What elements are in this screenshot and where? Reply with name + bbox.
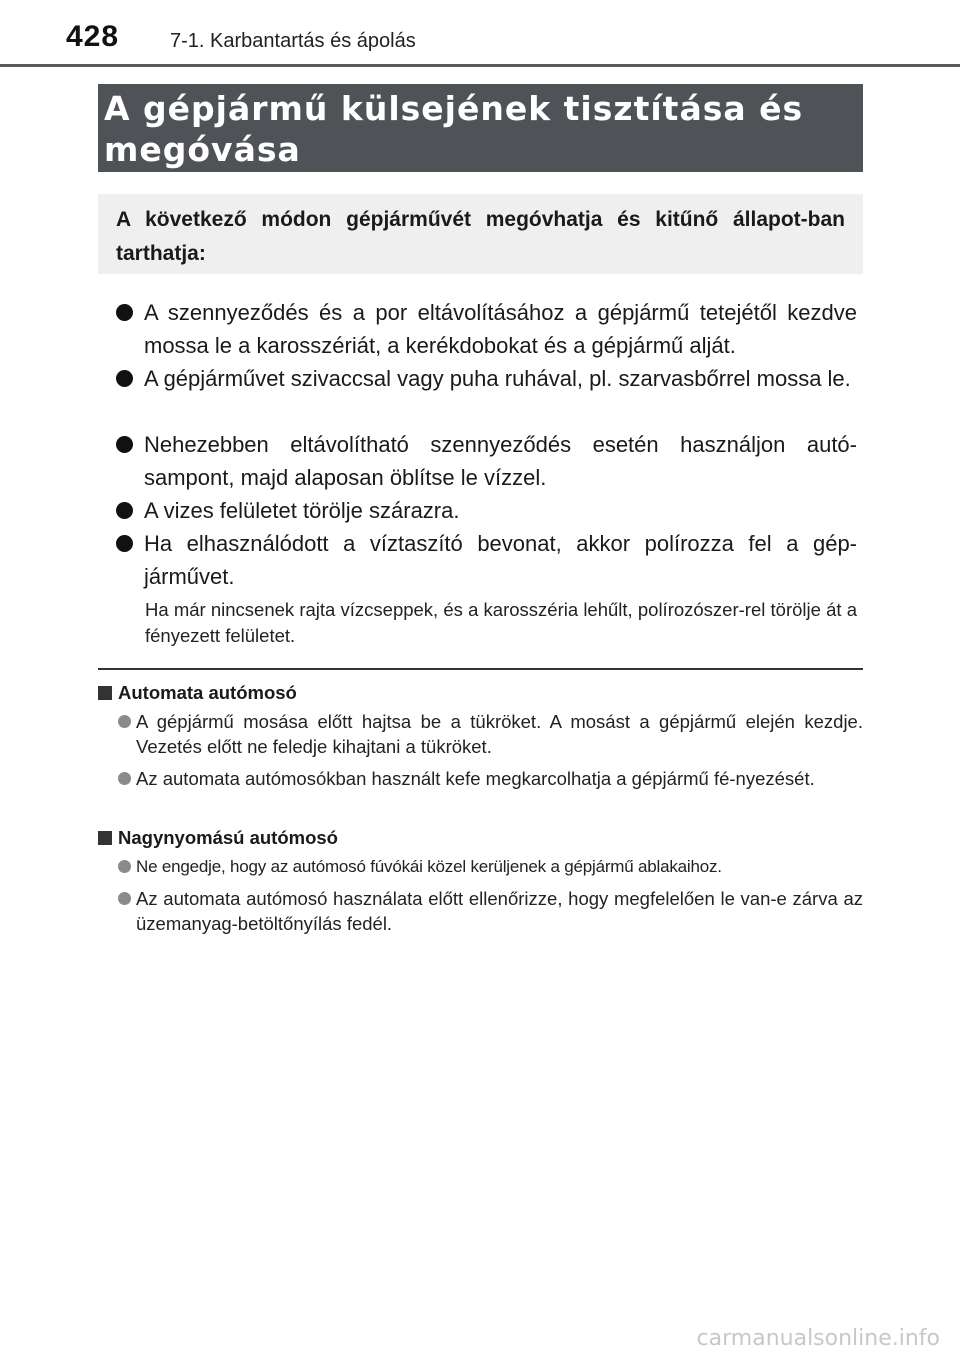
- list-item: [98, 766, 863, 791]
- list-item-text: A gépjármű mosása előtt hajtsa be a tükröket. A mosást a gépjármű elején kezdje. Vezetés előtt ne feledje kihajtani a tükröket.: [136, 711, 863, 757]
- list-item-text: A vizes felületet törölje szárazra.: [144, 498, 460, 523]
- bullet-icon: [118, 860, 131, 873]
- list-item-text: Ha elhasználódott a víztaszító bevonat, akkor polírozza fel a gép-járművet.: [144, 531, 857, 589]
- list-item: [98, 854, 863, 879]
- section-automatic-car-wash: [98, 680, 863, 791]
- list-item-text: A szennyeződés és a por eltávolításához a gépjármű tetejétől kezdve mossa le a karosszériát, a kerékdobokat és a gépjármű alját.: [144, 300, 857, 358]
- section-heading: [98, 825, 863, 851]
- section-heading-text: Nagynyomású autómosó: [118, 827, 338, 848]
- list-item: [98, 886, 863, 936]
- list-item: [116, 428, 857, 494]
- bullet-icon: [118, 772, 131, 785]
- list-item-text: Nehezebben eltávolítható szennyeződés esetén használjon autó-sampont, majd alaposan öblítse le vízzel.: [144, 432, 857, 490]
- section-label: 7-1. Karbantartás és ápolás: [170, 30, 416, 52]
- page-number: 428: [66, 20, 120, 53]
- square-bullet-icon: [98, 831, 112, 845]
- polish-note: Ha már nincsenek rajta vízcseppek, és a karosszéria lehűlt, polírozószer-rel törölje át a fényezett felületet.: [145, 599, 857, 646]
- section-heading-text: Automata autómosó: [118, 682, 297, 703]
- list-item: [116, 494, 857, 527]
- section-divider: [98, 668, 863, 670]
- watermark: carmanualsonline.info: [696, 1326, 940, 1351]
- page-title-line-2: megóvása: [104, 130, 301, 169]
- intro-text: A következő módon gépjárművét megóvhatja és kitűnő állapot-ban tarthatja:: [116, 208, 845, 265]
- list-item: [116, 362, 857, 428]
- intro-box: [98, 194, 863, 274]
- list-item: [98, 709, 863, 759]
- bullet-icon: [118, 715, 131, 728]
- bullet-icon: [118, 892, 131, 905]
- main-list: [116, 296, 857, 593]
- list-item-text: Ne engedje, hogy az autómosó fúvókái közel kerüljenek a gépjármű ablakaihoz.: [136, 857, 722, 876]
- list-item-text: Az automata autómosó használata előtt ellenőrizze, hogy megfelelően le van-e zárva az üzemanyag-betöltőnyílás fedél.: [136, 888, 863, 934]
- header-rule: [0, 64, 960, 67]
- square-bullet-icon: [98, 686, 112, 700]
- page-title-line-1: A gépjármű külsejének tisztítása és: [104, 89, 804, 128]
- list-item-text: Az automata autómosókban használt kefe megkarcolhatja a gépjármű fé-nyezését.: [136, 768, 815, 789]
- bullet-icon: [116, 535, 133, 552]
- page-header: [0, 0, 960, 70]
- section-heading: [98, 680, 863, 706]
- bullet-icon: [116, 304, 133, 321]
- section-high-pressure-car-wash: [98, 825, 863, 936]
- title-banner: [98, 84, 863, 172]
- list-item: [116, 296, 857, 362]
- list-item-text: A gépjárművet szivaccsal vagy puha ruhával, pl. szarvasbőrrel mossa le.: [144, 366, 851, 391]
- list-item: [116, 527, 857, 593]
- bullet-icon: [116, 436, 133, 453]
- bullet-icon: [116, 370, 133, 387]
- bullet-icon: [116, 502, 133, 519]
